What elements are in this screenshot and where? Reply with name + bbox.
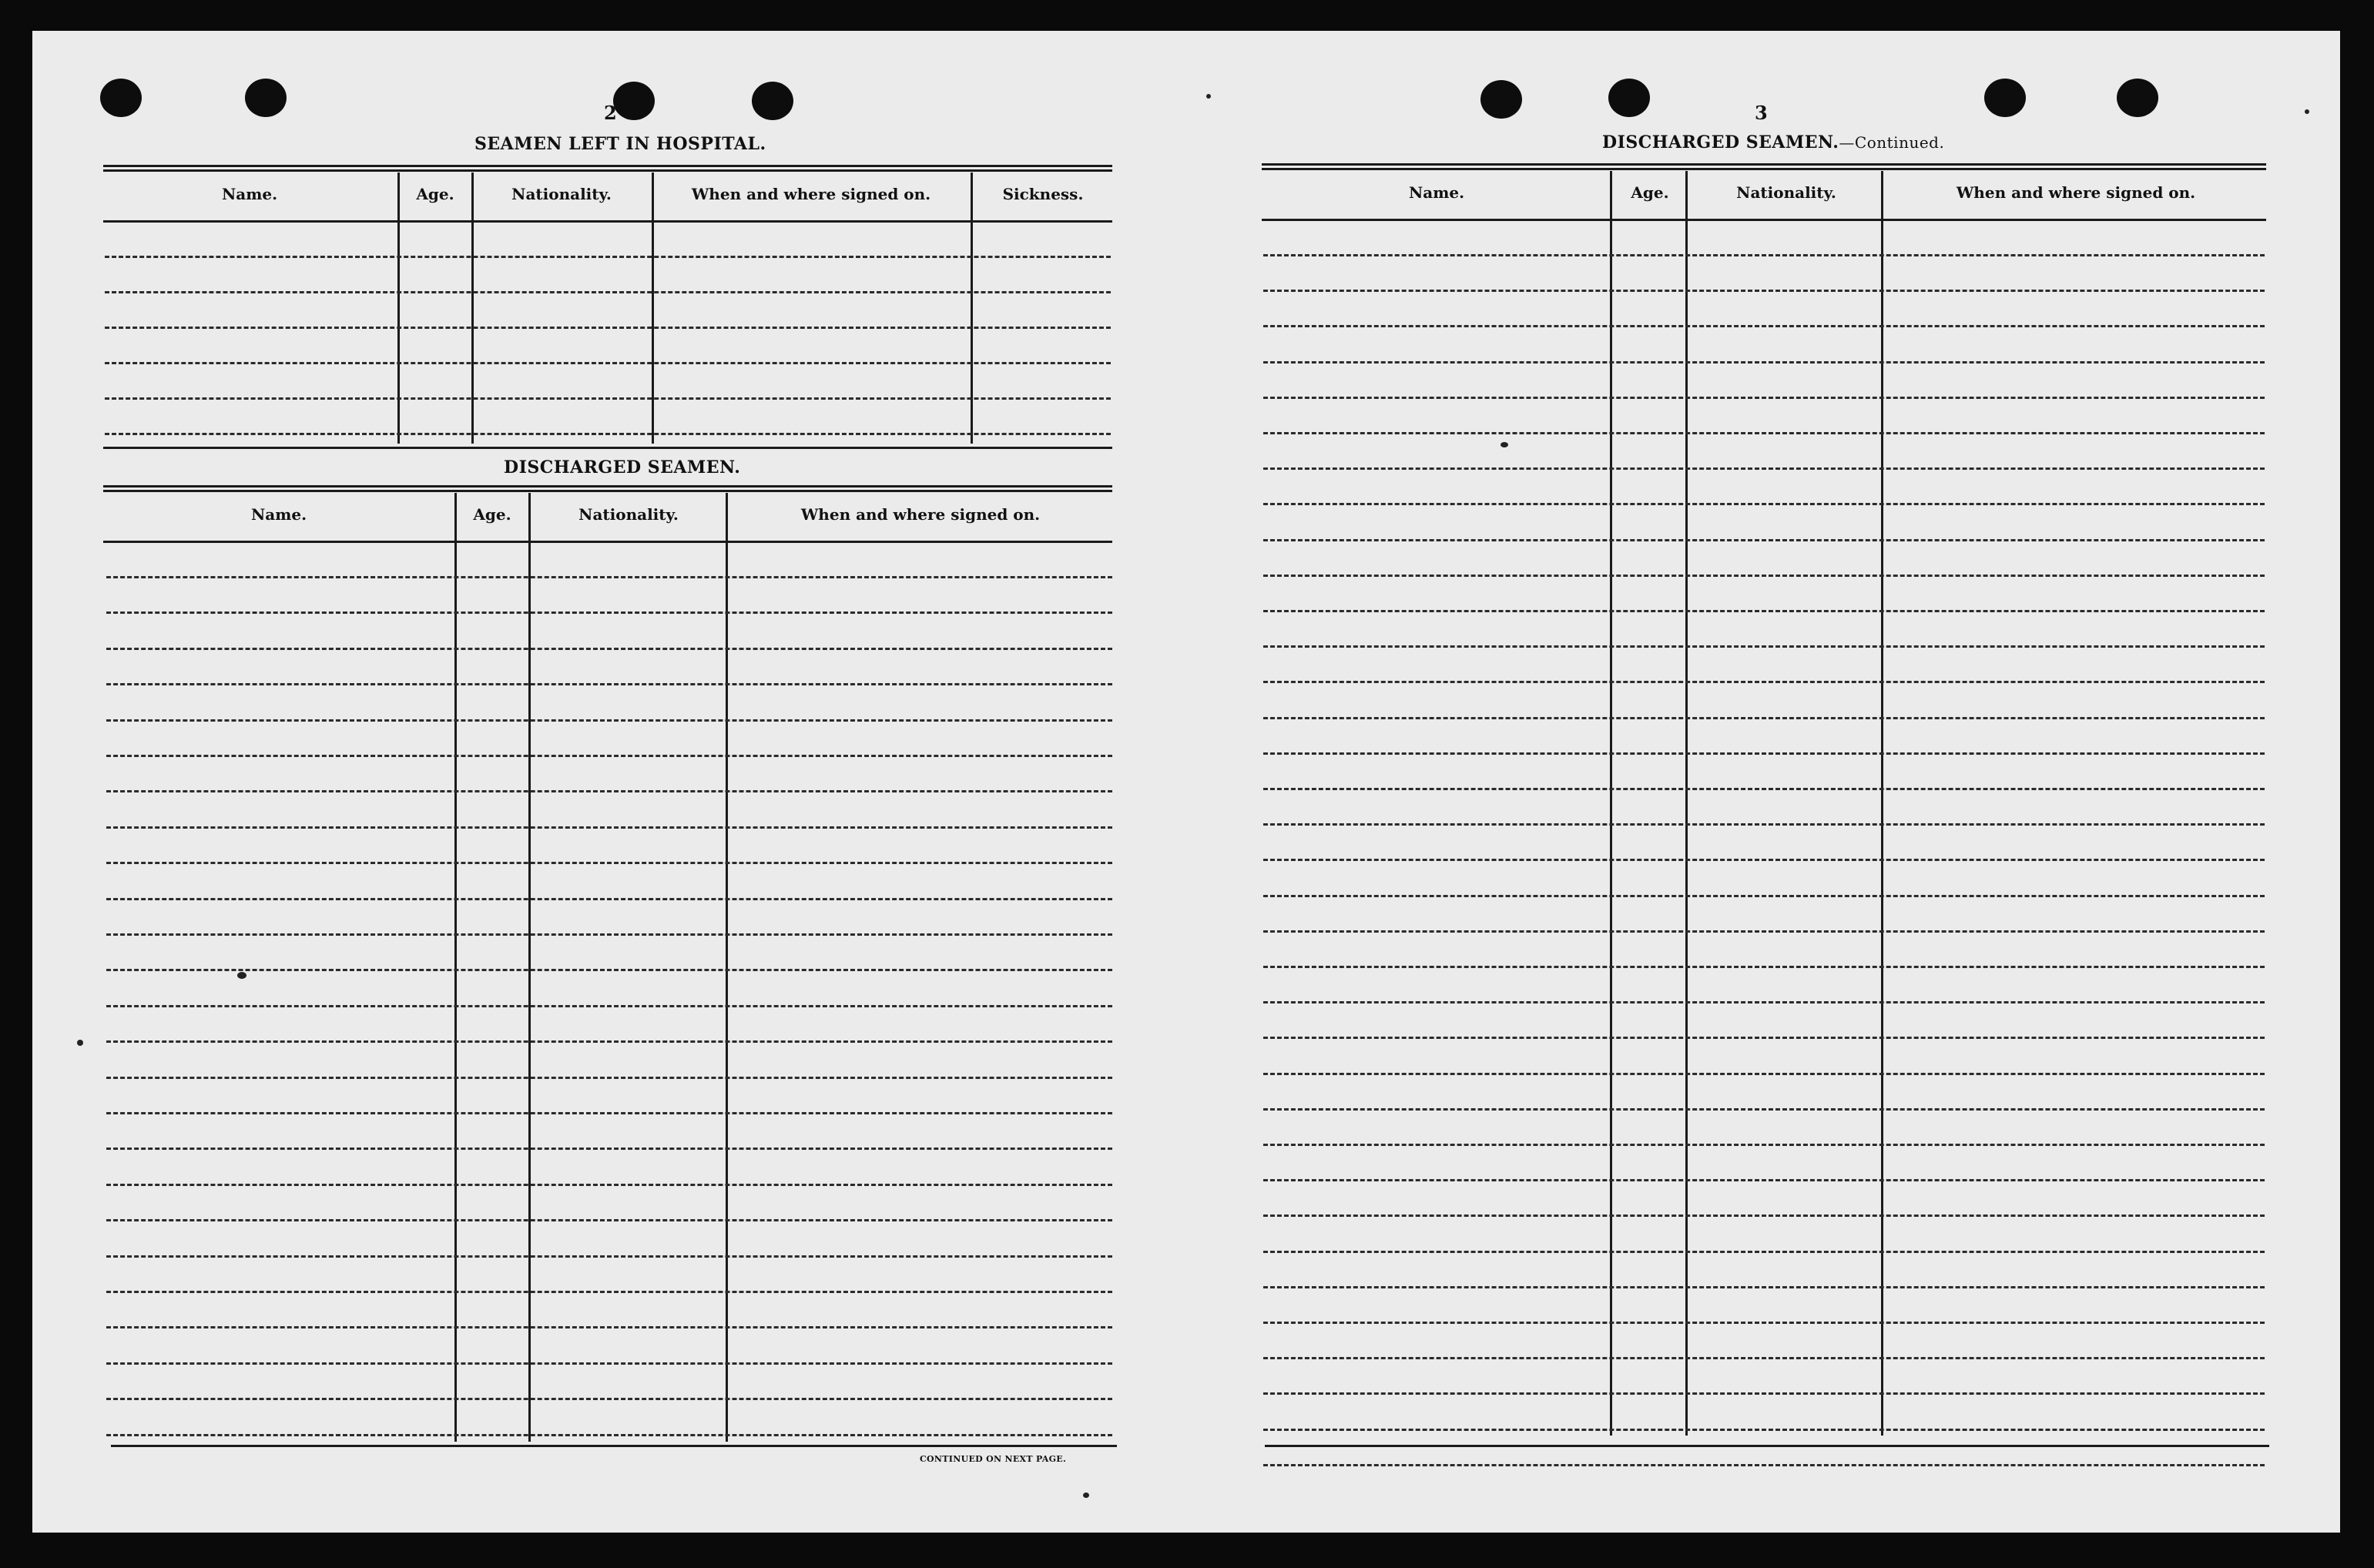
- column-divider: [726, 493, 728, 1442]
- column-divider: [971, 173, 973, 444]
- punch-hole: [1608, 79, 1650, 117]
- ruled-row: [106, 898, 1112, 900]
- hospital-col-signed-on: When and where signed on.: [691, 185, 931, 203]
- page-number-right: 3: [1755, 102, 1768, 124]
- ruled-row: [1263, 717, 2265, 719]
- punch-hole: [1984, 79, 2026, 117]
- ink-speck: [77, 1040, 83, 1046]
- ruled-row: [105, 327, 1111, 329]
- punch-hole: [245, 79, 287, 117]
- ruled-row: [1263, 1286, 2265, 1288]
- bottom-rule: [1265, 1445, 2269, 1447]
- ruled-row: [1263, 752, 2265, 755]
- ruled-row: [106, 576, 1112, 578]
- title-continued: —Continued.: [1839, 133, 1945, 152]
- ruled-row: [1263, 966, 2265, 968]
- ruled-row: [1263, 788, 2265, 790]
- ruled-row: [106, 1398, 1112, 1400]
- punch-hole: [1480, 80, 1522, 119]
- ruled-row: [1263, 1251, 2265, 1253]
- ink-speck: [1501, 442, 1508, 447]
- ruled-row: [1263, 681, 2265, 683]
- title-rule: [103, 485, 1112, 492]
- title-rule: [1262, 163, 2266, 170]
- ruled-row: [106, 1112, 1112, 1114]
- ruled-row: [1263, 895, 2265, 897]
- ruled-row: [1263, 1073, 2265, 1075]
- ink-speck: [1206, 94, 1211, 99]
- ruled-row: [1263, 1322, 2265, 1324]
- hospital-col-nationality: Nationality.: [511, 185, 612, 203]
- ruled-row: [1263, 503, 2265, 505]
- column-divider: [528, 493, 531, 1442]
- ruled-row: [106, 719, 1112, 722]
- hospital-section-title: SEAMEN LEFT IN HOSPITAL.: [474, 134, 766, 154]
- title-main: DISCHARGED SEAMEN.: [1602, 132, 1839, 152]
- bottom-rule: [111, 1445, 1117, 1447]
- ruled-row: [105, 362, 1111, 364]
- ruled-row: [105, 256, 1111, 258]
- ruled-row: [1263, 1179, 2265, 1181]
- ruled-row: [106, 1255, 1112, 1258]
- column-divider: [652, 173, 654, 444]
- hospital-col-sickness: Sickness.: [1002, 185, 1084, 203]
- ruled-row: [1263, 397, 2265, 399]
- punch-hole: [2117, 79, 2158, 117]
- continued-section-title: [1602, 132, 1944, 152]
- ruled-row: [1263, 539, 2265, 541]
- ruled-row: [106, 755, 1112, 757]
- ruled-row: [106, 1077, 1112, 1079]
- ruled-row: [106, 1291, 1112, 1293]
- ruled-row: [106, 826, 1112, 829]
- ruled-row: [105, 433, 1111, 435]
- ruled-row: [1263, 1037, 2265, 1039]
- hospital-col-age: Age.: [416, 185, 454, 203]
- column-divider: [397, 173, 400, 444]
- ink-speck: [237, 972, 246, 979]
- ruled-row: [1263, 859, 2265, 861]
- ruled-row: [1263, 467, 2265, 470]
- ruled-row: [106, 969, 1112, 971]
- column-divider: [471, 173, 474, 444]
- punch-hole: [752, 82, 793, 120]
- header-rule: [1262, 219, 2266, 221]
- ruled-row: [106, 1219, 1112, 1221]
- punch-hole: [100, 79, 142, 117]
- ink-speck: [2305, 109, 2309, 114]
- discharged-col-nationality: Nationality.: [578, 505, 679, 524]
- header-rule: [103, 220, 1112, 223]
- ruled-row: [1263, 575, 2265, 577]
- discharged-col-signed-on: When and where signed on.: [800, 505, 1041, 524]
- ruled-row: [1263, 1001, 2265, 1003]
- ruled-row: [1263, 1392, 2265, 1395]
- section-rule: [103, 447, 1112, 449]
- ruled-row: [106, 790, 1112, 792]
- ruled-row: [106, 1326, 1112, 1328]
- right-col-nationality: Nationality.: [1736, 183, 1836, 202]
- ruled-row: [106, 933, 1112, 936]
- ruled-row: [1263, 1357, 2265, 1359]
- ruled-row: [1263, 1464, 2265, 1466]
- column-divider: [454, 493, 457, 1442]
- ruled-row: [1263, 645, 2265, 648]
- ruled-row: [1263, 290, 2265, 292]
- discharged-col-name: Name.: [250, 505, 307, 524]
- ruled-row: [106, 1005, 1112, 1007]
- ruled-row: [1263, 1108, 2265, 1111]
- ruled-row: [1263, 610, 2265, 612]
- ruled-row: [106, 1184, 1112, 1186]
- ruled-row: [106, 683, 1112, 685]
- ruled-row: [1263, 254, 2265, 256]
- ruled-row: [1263, 1429, 2265, 1431]
- right-col-age: Age.: [1631, 183, 1669, 202]
- ruled-row: [1263, 361, 2265, 364]
- ruled-row: [1263, 1144, 2265, 1146]
- ruled-row: [105, 291, 1111, 293]
- ruled-row: [1263, 1215, 2265, 1217]
- ruled-row: [106, 1362, 1112, 1365]
- discharged-col-age: Age.: [473, 505, 511, 524]
- hospital-col-name: Name.: [221, 185, 278, 203]
- ruled-row: [106, 862, 1112, 864]
- continued-footer: CONTINUED ON NEXT PAGE.: [920, 1454, 1067, 1464]
- ruled-row: [1263, 325, 2265, 327]
- ruled-row: [105, 397, 1111, 400]
- discharged-section-title: DISCHARGED SEAMEN.: [504, 457, 741, 477]
- title-rule: [103, 165, 1112, 172]
- right-col-signed-on: When and where signed on.: [1956, 183, 2196, 202]
- ruled-row: [106, 1434, 1112, 1436]
- ruled-row: [1263, 930, 2265, 933]
- punch-hole: [613, 82, 655, 120]
- ruled-row: [106, 648, 1112, 650]
- ruled-row: [106, 611, 1112, 614]
- ruled-row: [106, 1040, 1112, 1043]
- ruled-row: [1263, 823, 2265, 826]
- document-sheet: [32, 31, 2340, 1533]
- header-rule: [103, 541, 1112, 543]
- ink-speck: [1083, 1493, 1089, 1498]
- ruled-row: [1263, 432, 2265, 434]
- right-col-name: Name.: [1408, 183, 1465, 202]
- ruled-row: [106, 1148, 1112, 1150]
- page-number-left: 2: [604, 102, 617, 124]
